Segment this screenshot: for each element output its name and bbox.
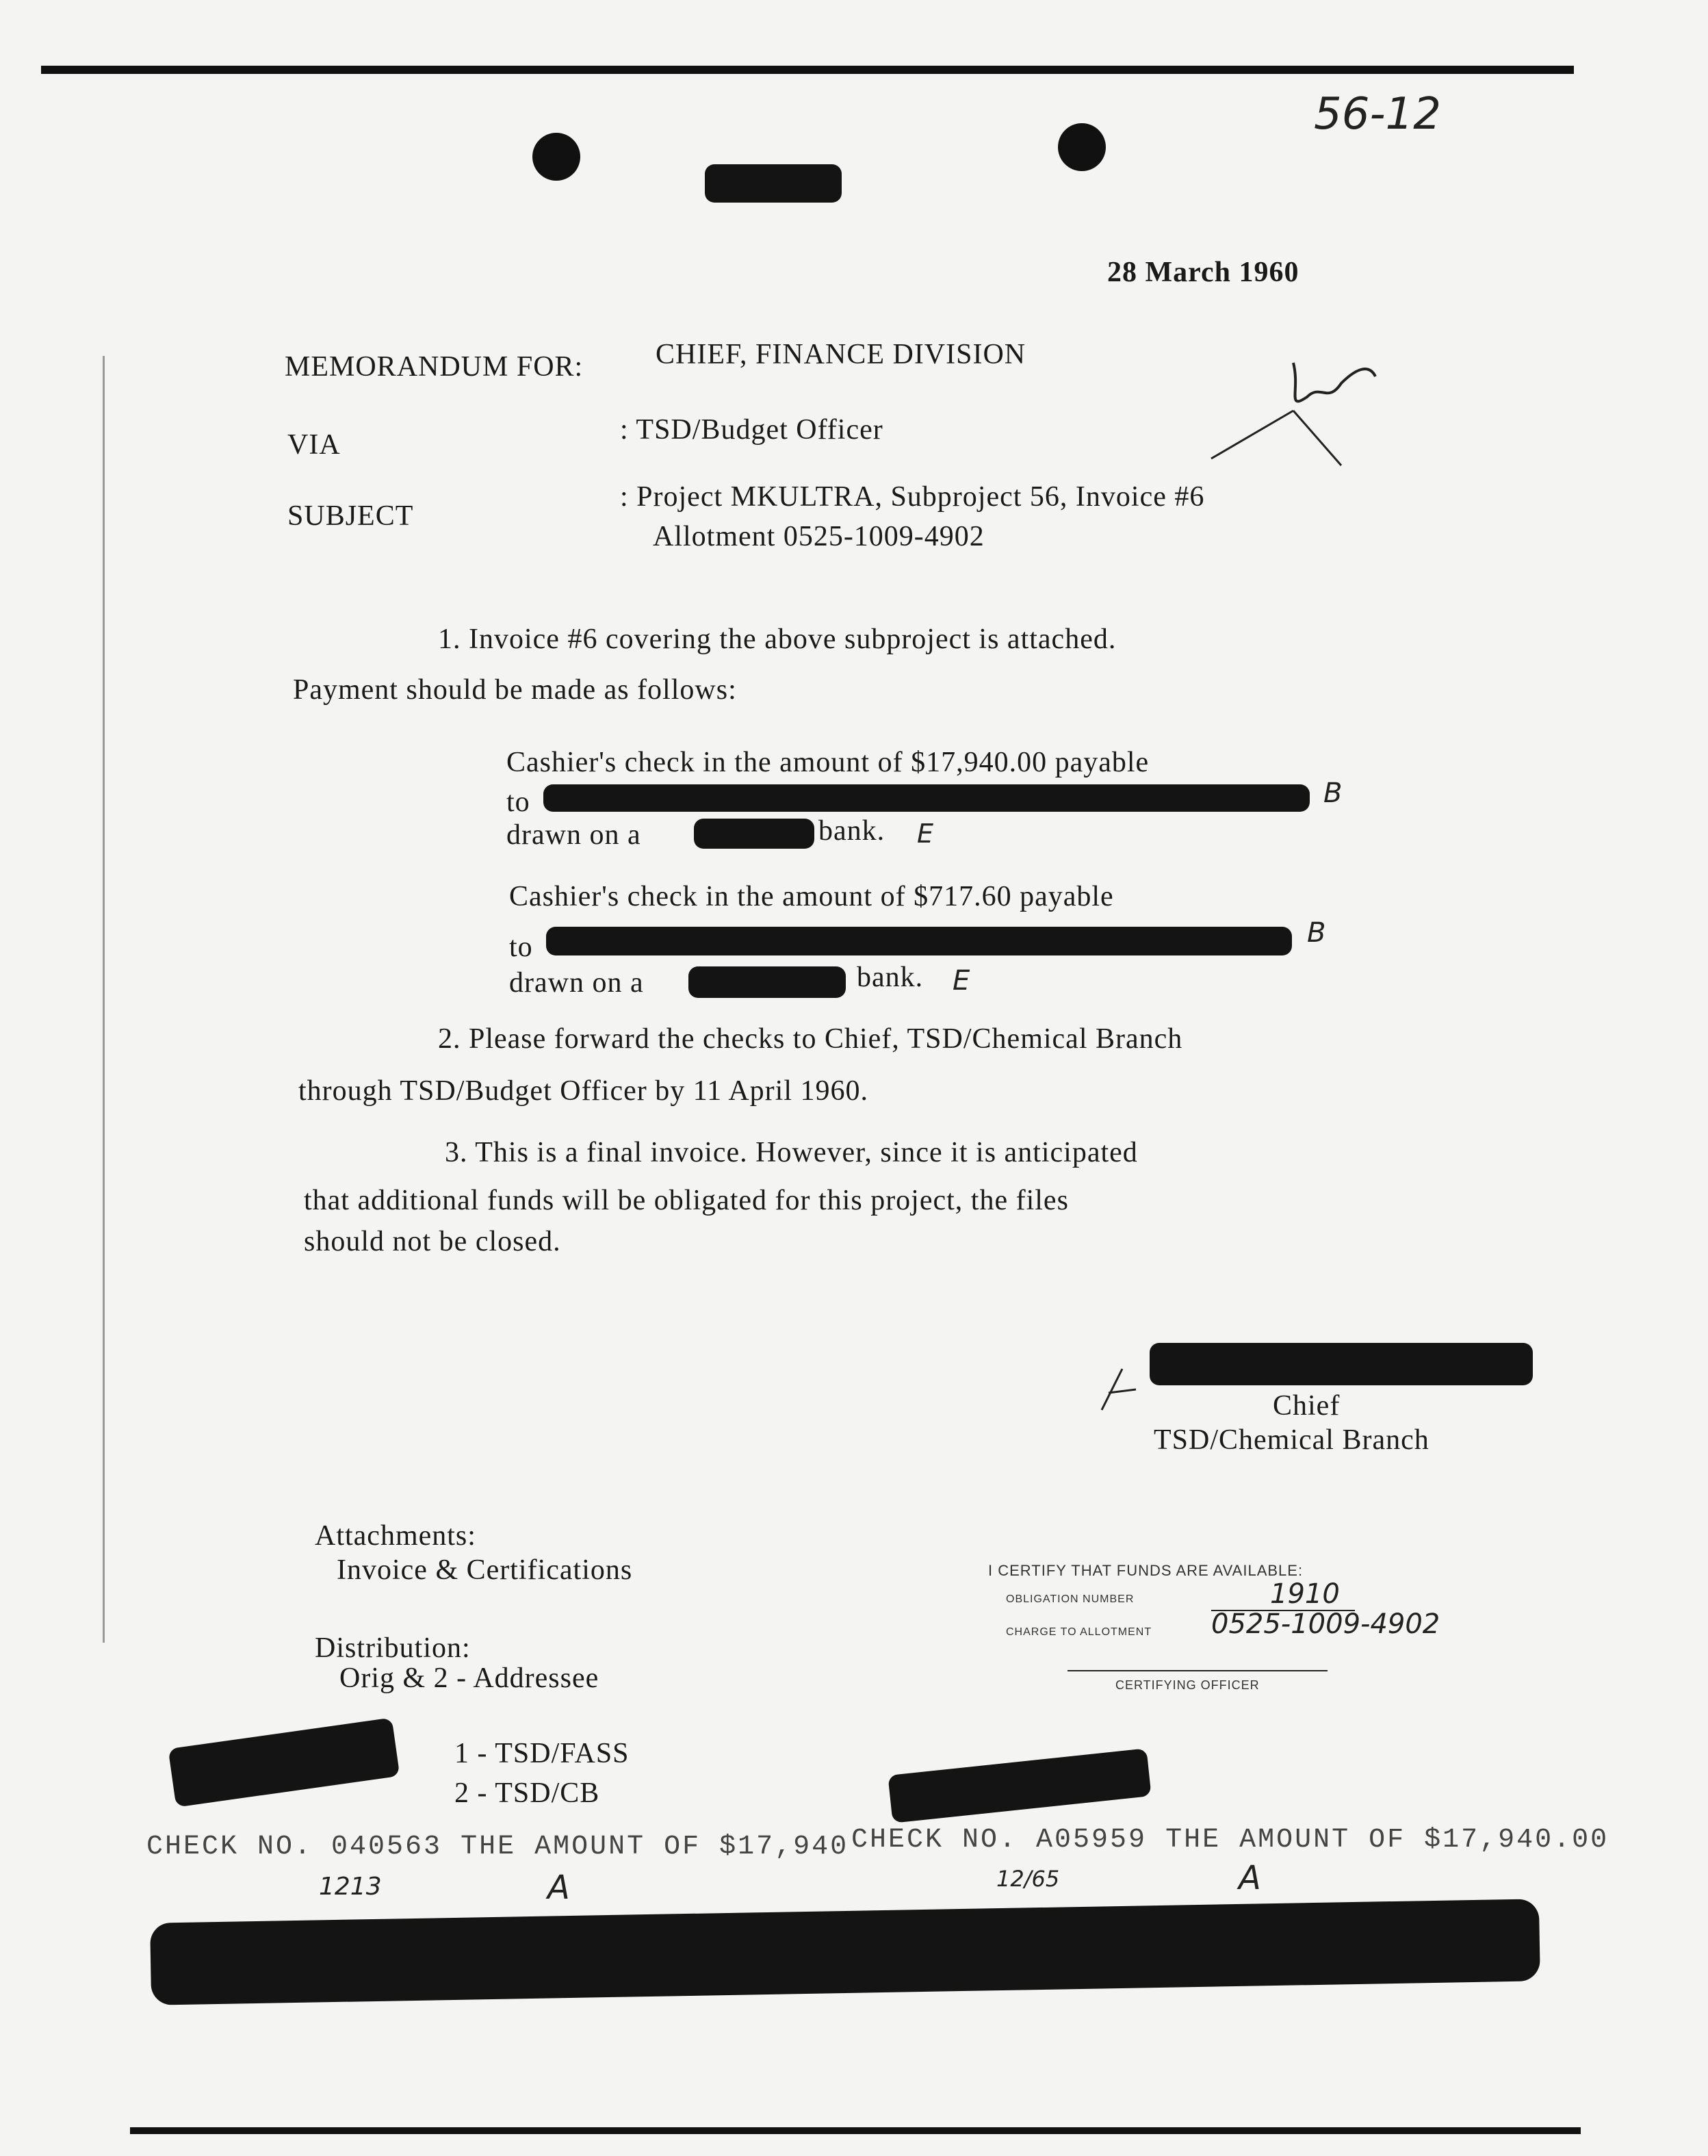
check-stamp-mark: A	[547, 1869, 570, 1907]
redaction-code: E	[917, 819, 934, 849]
scan-left-edge	[103, 356, 105, 1643]
punch-hole-icon	[1058, 123, 1106, 171]
memo-for-label: MEMORANDUM FOR:	[285, 351, 584, 383]
distribution-item-2: 1 - TSD/FASS	[454, 1738, 630, 1769]
paragraph-3-line-2: that additional funds will be obligated for this project, the files	[304, 1185, 1069, 1216]
certify-line-1: I CERTIFY THAT FUNDS ARE AVAILABLE:	[988, 1562, 1304, 1579]
distribution-label: Distribution:	[315, 1632, 471, 1664]
check-2-line-1: Cashier's check in the amount of $717.60 payable	[509, 881, 1114, 912]
redaction-bar	[543, 784, 1310, 812]
certify-obligation-label: OBLIGATION NUMBER	[1006, 1593, 1135, 1605]
subject-line-1: : Project MKULTRA, Subproject 56, Invoice #6	[620, 481, 1205, 513]
subject-line-2: Allotment 0525-1009-4902	[653, 521, 985, 552]
paragraph-2-line-1: 2. Please forward the checks to Chief, TSD/Chemical Branch	[438, 1023, 1183, 1055]
paragraph-3-line-3: should not be closed.	[304, 1226, 561, 1257]
certify-obligation-value: 1910	[1270, 1578, 1340, 1610]
paragraph-2-line-2: through TSD/Budget Officer by 11 April 1960.	[298, 1075, 868, 1107]
file-number-handwritten: 56-12	[1314, 89, 1441, 140]
distribution-item-1: Orig & 2 - Addressee	[339, 1663, 599, 1694]
check-1-line-1: Cashier's check in the amount of $17,940.00 payable	[506, 747, 1150, 778]
certify-officer-label: CERTIFYING OFFICER	[1115, 1678, 1260, 1692]
redaction-bar	[546, 927, 1292, 955]
handwritten-mark-icon	[1095, 1362, 1143, 1417]
bottom-redaction-bar	[150, 1899, 1540, 2005]
redaction-bar	[888, 1748, 1151, 1823]
paragraph-1-line-1: 1. Invoice #6 covering the above subproject is attached.	[438, 624, 1117, 655]
check-1-to: to	[506, 786, 530, 818]
redaction-code: B	[1307, 917, 1326, 949]
memo-date: 28 March 1960	[1107, 257, 1299, 288]
check-stamp-right-sub: 12/65	[996, 1866, 1060, 1892]
handwritten-initials-icon	[1204, 342, 1382, 472]
paragraph-3-line-1: 3. This is a final invoice. However, since it is anticipated	[445, 1137, 1138, 1168]
signature-title-2: TSD/Chemical Branch	[1154, 1424, 1429, 1456]
scan-border-bottom	[130, 2127, 1581, 2134]
redaction-bar	[694, 819, 814, 849]
signature-title-1: Chief	[1273, 1390, 1341, 1422]
attachments-label: Attachments:	[315, 1520, 476, 1552]
check-2-bank: bank.	[857, 962, 924, 993]
punch-hole-icon	[532, 133, 580, 181]
check-1-drawn-on: drawn on a	[506, 819, 641, 851]
paragraph-1-line-2: Payment should be made as follows:	[293, 674, 737, 706]
scan-border-top	[41, 66, 1574, 74]
check-stamp-left: CHECK NO. 040563 THE AMOUNT OF $17,940	[146, 1832, 849, 1862]
via-label: VIA	[287, 429, 341, 461]
attachments-item: Invoice & Certifications	[337, 1554, 633, 1586]
memo-for-value: CHIEF, FINANCE DIVISION	[656, 339, 1026, 370]
certify-charge-value: 0525-1009-4902	[1211, 1608, 1440, 1640]
check-2-to: to	[509, 932, 533, 963]
check-stamp-mark: A	[1239, 1859, 1261, 1897]
check-2-drawn-on: drawn on a	[509, 967, 644, 999]
redaction-bar	[705, 164, 842, 203]
distribution-item-3: 2 - TSD/CB	[454, 1778, 600, 1809]
check-1-bank: bank.	[818, 815, 885, 847]
subject-label: SUBJECT	[287, 500, 414, 532]
check-stamp-left-sub: 1213	[319, 1873, 382, 1901]
certify-charge-label: CHARGE TO ALLOTMENT	[1006, 1626, 1152, 1638]
check-stamp-right: CHECK NO. A05959 THE AMOUNT OF $17,940.00	[851, 1825, 1609, 1856]
redaction-code: E	[953, 965, 970, 997]
redaction-bar	[688, 966, 846, 998]
redaction-bar	[168, 1717, 400, 1807]
redaction-code: B	[1323, 778, 1343, 809]
certify-signature-rule	[1068, 1670, 1328, 1671]
signature-redaction-bar	[1150, 1343, 1533, 1385]
via-value: : TSD/Budget Officer	[620, 414, 883, 446]
